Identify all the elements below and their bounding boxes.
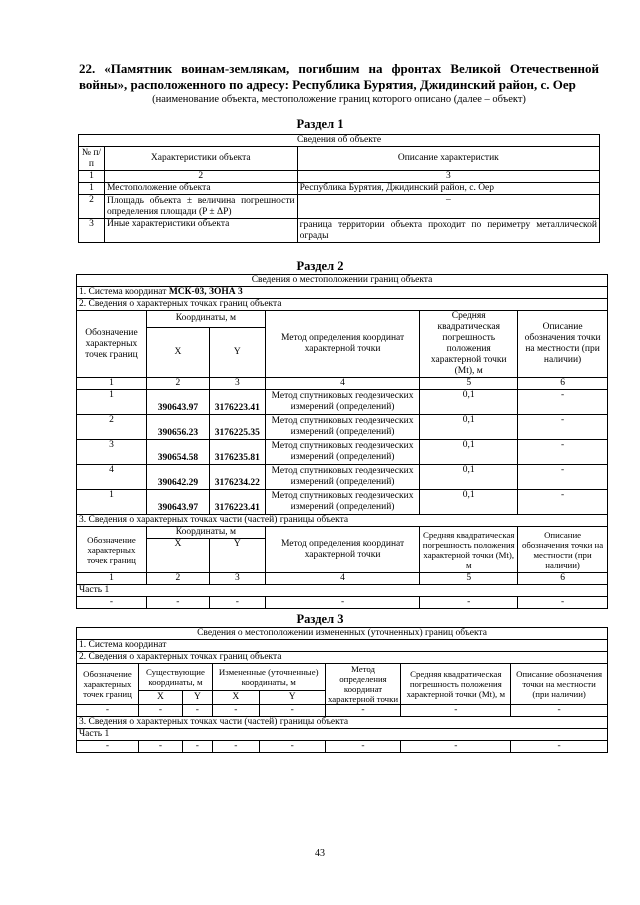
point-method: Метод спутниковых геодезических измерений (определений) — [265, 415, 420, 440]
header-error: Средняя квадратическая погрешность положения характерной точки (Mt), м — [401, 664, 511, 705]
empty-cell: - — [212, 705, 259, 717]
points-subheading: 2. Сведения о характерных точках границ объекта — [77, 299, 608, 311]
point-method: Метод спутниковых геодезических измерений (определений) — [265, 490, 420, 515]
table-row — [77, 741, 608, 753]
numbering-cell: 3 — [209, 573, 265, 585]
section1-heading: Раздел 1 — [296, 117, 344, 131]
empty-cell: - — [77, 597, 147, 609]
section2-table — [76, 274, 608, 609]
numbering-cell: 1 — [77, 573, 147, 585]
numbering-cell: 2 — [146, 378, 209, 390]
part-label: Часть 1 — [77, 585, 608, 597]
point-y: 3176234.22 — [209, 465, 265, 490]
point-method: Метод спутниковых геодезических измерений (определений) — [265, 465, 420, 490]
numbering-cell: 2 — [104, 171, 297, 183]
point-id: 1 — [77, 390, 147, 415]
header-y: Y — [209, 539, 265, 573]
point-x: 390643.97 — [146, 390, 209, 415]
table-row — [77, 440, 608, 465]
numbering-cell: 5 — [420, 378, 518, 390]
header-error: Средняя квадратическая погрешность положения характерной точки (Mt), м — [420, 527, 518, 573]
document-subtitle: (наименование объекта, местоположение границ которого описано (далее – объект) — [152, 94, 526, 105]
header-method: Метод определения координат характерной точки — [265, 311, 420, 378]
header-y: Y — [209, 327, 265, 377]
section3-table-title: Сведения о местоположении измененных (уточненных) границ объекта — [77, 628, 608, 640]
point-mt: 0,1 — [420, 440, 518, 465]
section1-table — [78, 134, 600, 243]
numbering-cell: 1 — [77, 378, 147, 390]
header-desc: Описание обозначения точки на местности (при наличии) — [518, 311, 608, 378]
header-description: Описание характеристик — [297, 147, 599, 171]
empty-cell: - — [182, 705, 212, 717]
table-row — [79, 219, 600, 243]
coordinate-system — [77, 287, 608, 299]
empty-cell: - — [259, 741, 325, 753]
point-desc: - — [518, 465, 608, 490]
header-num: № п/п — [79, 147, 105, 171]
header-characteristics: Характеристики объекта — [104, 147, 297, 171]
part-label: Часть 1 — [77, 729, 608, 741]
point-x: 390656.23 — [146, 415, 209, 440]
page-number: 43 — [315, 848, 325, 859]
point-x: 390643.97 — [146, 490, 209, 515]
table-row — [77, 705, 608, 717]
point-method: Метод спутниковых геодезических измерений (определений) — [265, 440, 420, 465]
point-id: 3 — [77, 440, 147, 465]
coordinate-system-label: 1. Система координат — [79, 287, 169, 297]
empty-cell: - — [401, 705, 511, 717]
header-coords: Координаты, м — [146, 311, 265, 328]
header-desc: Описание обозначения точки на местности (при наличии) — [518, 527, 608, 573]
empty-cell: - — [511, 705, 608, 717]
row-characteristic: Площадь объекта ± величина погрешности определения площади (P ± ΔP) — [104, 195, 297, 219]
coordinate-system: 1. Система координат — [77, 640, 608, 652]
numbering-cell: 3 — [297, 171, 599, 183]
table-row — [77, 465, 608, 490]
row-number: 2 — [79, 195, 105, 219]
table-row — [77, 490, 608, 515]
point-mt: 0,1 — [420, 490, 518, 515]
table-row — [77, 597, 608, 609]
point-desc: - — [518, 490, 608, 515]
table-row — [77, 415, 608, 440]
empty-cell: - — [209, 597, 265, 609]
row-description: – — [297, 195, 599, 219]
point-y: 3176225.35 — [209, 415, 265, 440]
empty-cell: - — [325, 741, 401, 753]
row-characteristic: Местоположение объекта — [104, 183, 297, 195]
point-id: 2 — [77, 415, 147, 440]
numbering-cell: 1 — [79, 171, 105, 183]
row-description: Республика Бурятия, Джидинский район, с. Оер — [297, 183, 599, 195]
empty-cell: - — [138, 705, 182, 717]
point-id: 1 — [77, 490, 147, 515]
empty-cell: - — [401, 741, 511, 753]
point-desc: - — [518, 440, 608, 465]
numbering-cell: 6 — [518, 573, 608, 585]
point-x: 390642.29 — [146, 465, 209, 490]
header-coords: Координаты, м — [146, 527, 265, 539]
numbering-cell: 3 — [209, 378, 265, 390]
point-y: 3176223.41 — [209, 490, 265, 515]
empty-cell: - — [265, 597, 420, 609]
header-x: X — [146, 539, 209, 573]
point-id: 4 — [77, 465, 147, 490]
point-mt: 0,1 — [420, 390, 518, 415]
empty-cell: - — [518, 597, 608, 609]
empty-cell: - — [511, 741, 608, 753]
empty-cell: - — [182, 741, 212, 753]
header-point: Обозначение характерных точек границ — [77, 664, 139, 705]
document-title: 22. «Памятник воинам-землякам, погибшим на фронтах Великой Отечественной войны», расположенного по адресу: Республика Бурятия, Джидинский район, с. Оер — [79, 61, 599, 92]
point-method: Метод спутниковых геодезических измерений (определений) — [265, 390, 420, 415]
row-characteristic: Иные характеристики объекта — [104, 219, 297, 243]
table-row — [77, 390, 608, 415]
numbering-cell: 6 — [518, 378, 608, 390]
table-row — [79, 183, 600, 195]
empty-cell: - — [77, 705, 139, 717]
empty-cell: - — [325, 705, 401, 717]
header-y: Y — [259, 691, 325, 705]
point-y: 3176223.41 — [209, 390, 265, 415]
section2-table-title: Сведения о местоположении границ объекта — [77, 275, 608, 287]
header-y: Y — [182, 691, 212, 705]
row-number: 1 — [79, 183, 105, 195]
point-x: 390654.58 — [146, 440, 209, 465]
numbering-cell: 5 — [420, 573, 518, 585]
header-method: Метод определения координат характерной точки — [325, 664, 401, 705]
header-changed: Измененные (уточненные) координаты, м — [212, 664, 325, 691]
point-desc: - — [518, 415, 608, 440]
point-y: 3176235.81 — [209, 440, 265, 465]
point-desc: - — [518, 390, 608, 415]
parts-subheading: 3. Сведения о характерных точках части (частей) границы объекта — [77, 717, 608, 729]
numbering-cell: 2 — [146, 573, 209, 585]
header-point: Обозначение характерных точек границ — [77, 527, 147, 573]
empty-cell: - — [212, 741, 259, 753]
empty-cell: - — [77, 741, 139, 753]
point-mt: 0,1 — [420, 465, 518, 490]
section2-heading: Раздел 2 — [296, 259, 344, 273]
section3-heading: Раздел 3 — [296, 612, 344, 626]
header-desc: Описание обозначения точки на местности (при наличии) — [511, 664, 608, 705]
numbering-cell: 4 — [265, 378, 420, 390]
header-x: X — [138, 691, 182, 705]
section1-table-title: Сведения об объекте — [79, 135, 600, 147]
point-mt: 0,1 — [420, 415, 518, 440]
header-x: X — [212, 691, 259, 705]
header-error: Средняя квадратическая погрешность положения характерной точки (Mt), м — [420, 311, 518, 378]
header-point: Обозначение характерных точек границ — [77, 311, 147, 378]
header-existing: Существующие координаты, м — [138, 664, 212, 691]
header-method: Метод определения координат характерной точки — [265, 527, 420, 573]
numbering-cell: 4 — [265, 573, 420, 585]
header-x: X — [146, 327, 209, 377]
points-subheading: 2. Сведения о характерных точках границ объекта — [77, 652, 608, 664]
table-row — [79, 195, 600, 219]
empty-cell: - — [259, 705, 325, 717]
empty-cell: - — [146, 597, 209, 609]
row-description: граница территории объекта проходит по периметру металлической ограды — [297, 219, 599, 243]
coordinate-system-value: МСК-03, ЗОНА 3 — [168, 287, 243, 297]
row-number: 3 — [79, 219, 105, 243]
empty-cell: - — [138, 741, 182, 753]
empty-cell: - — [420, 597, 518, 609]
parts-subheading: 3. Сведения о характерных точках части (частей) границы объекта — [77, 515, 608, 527]
section3-table — [76, 627, 608, 753]
